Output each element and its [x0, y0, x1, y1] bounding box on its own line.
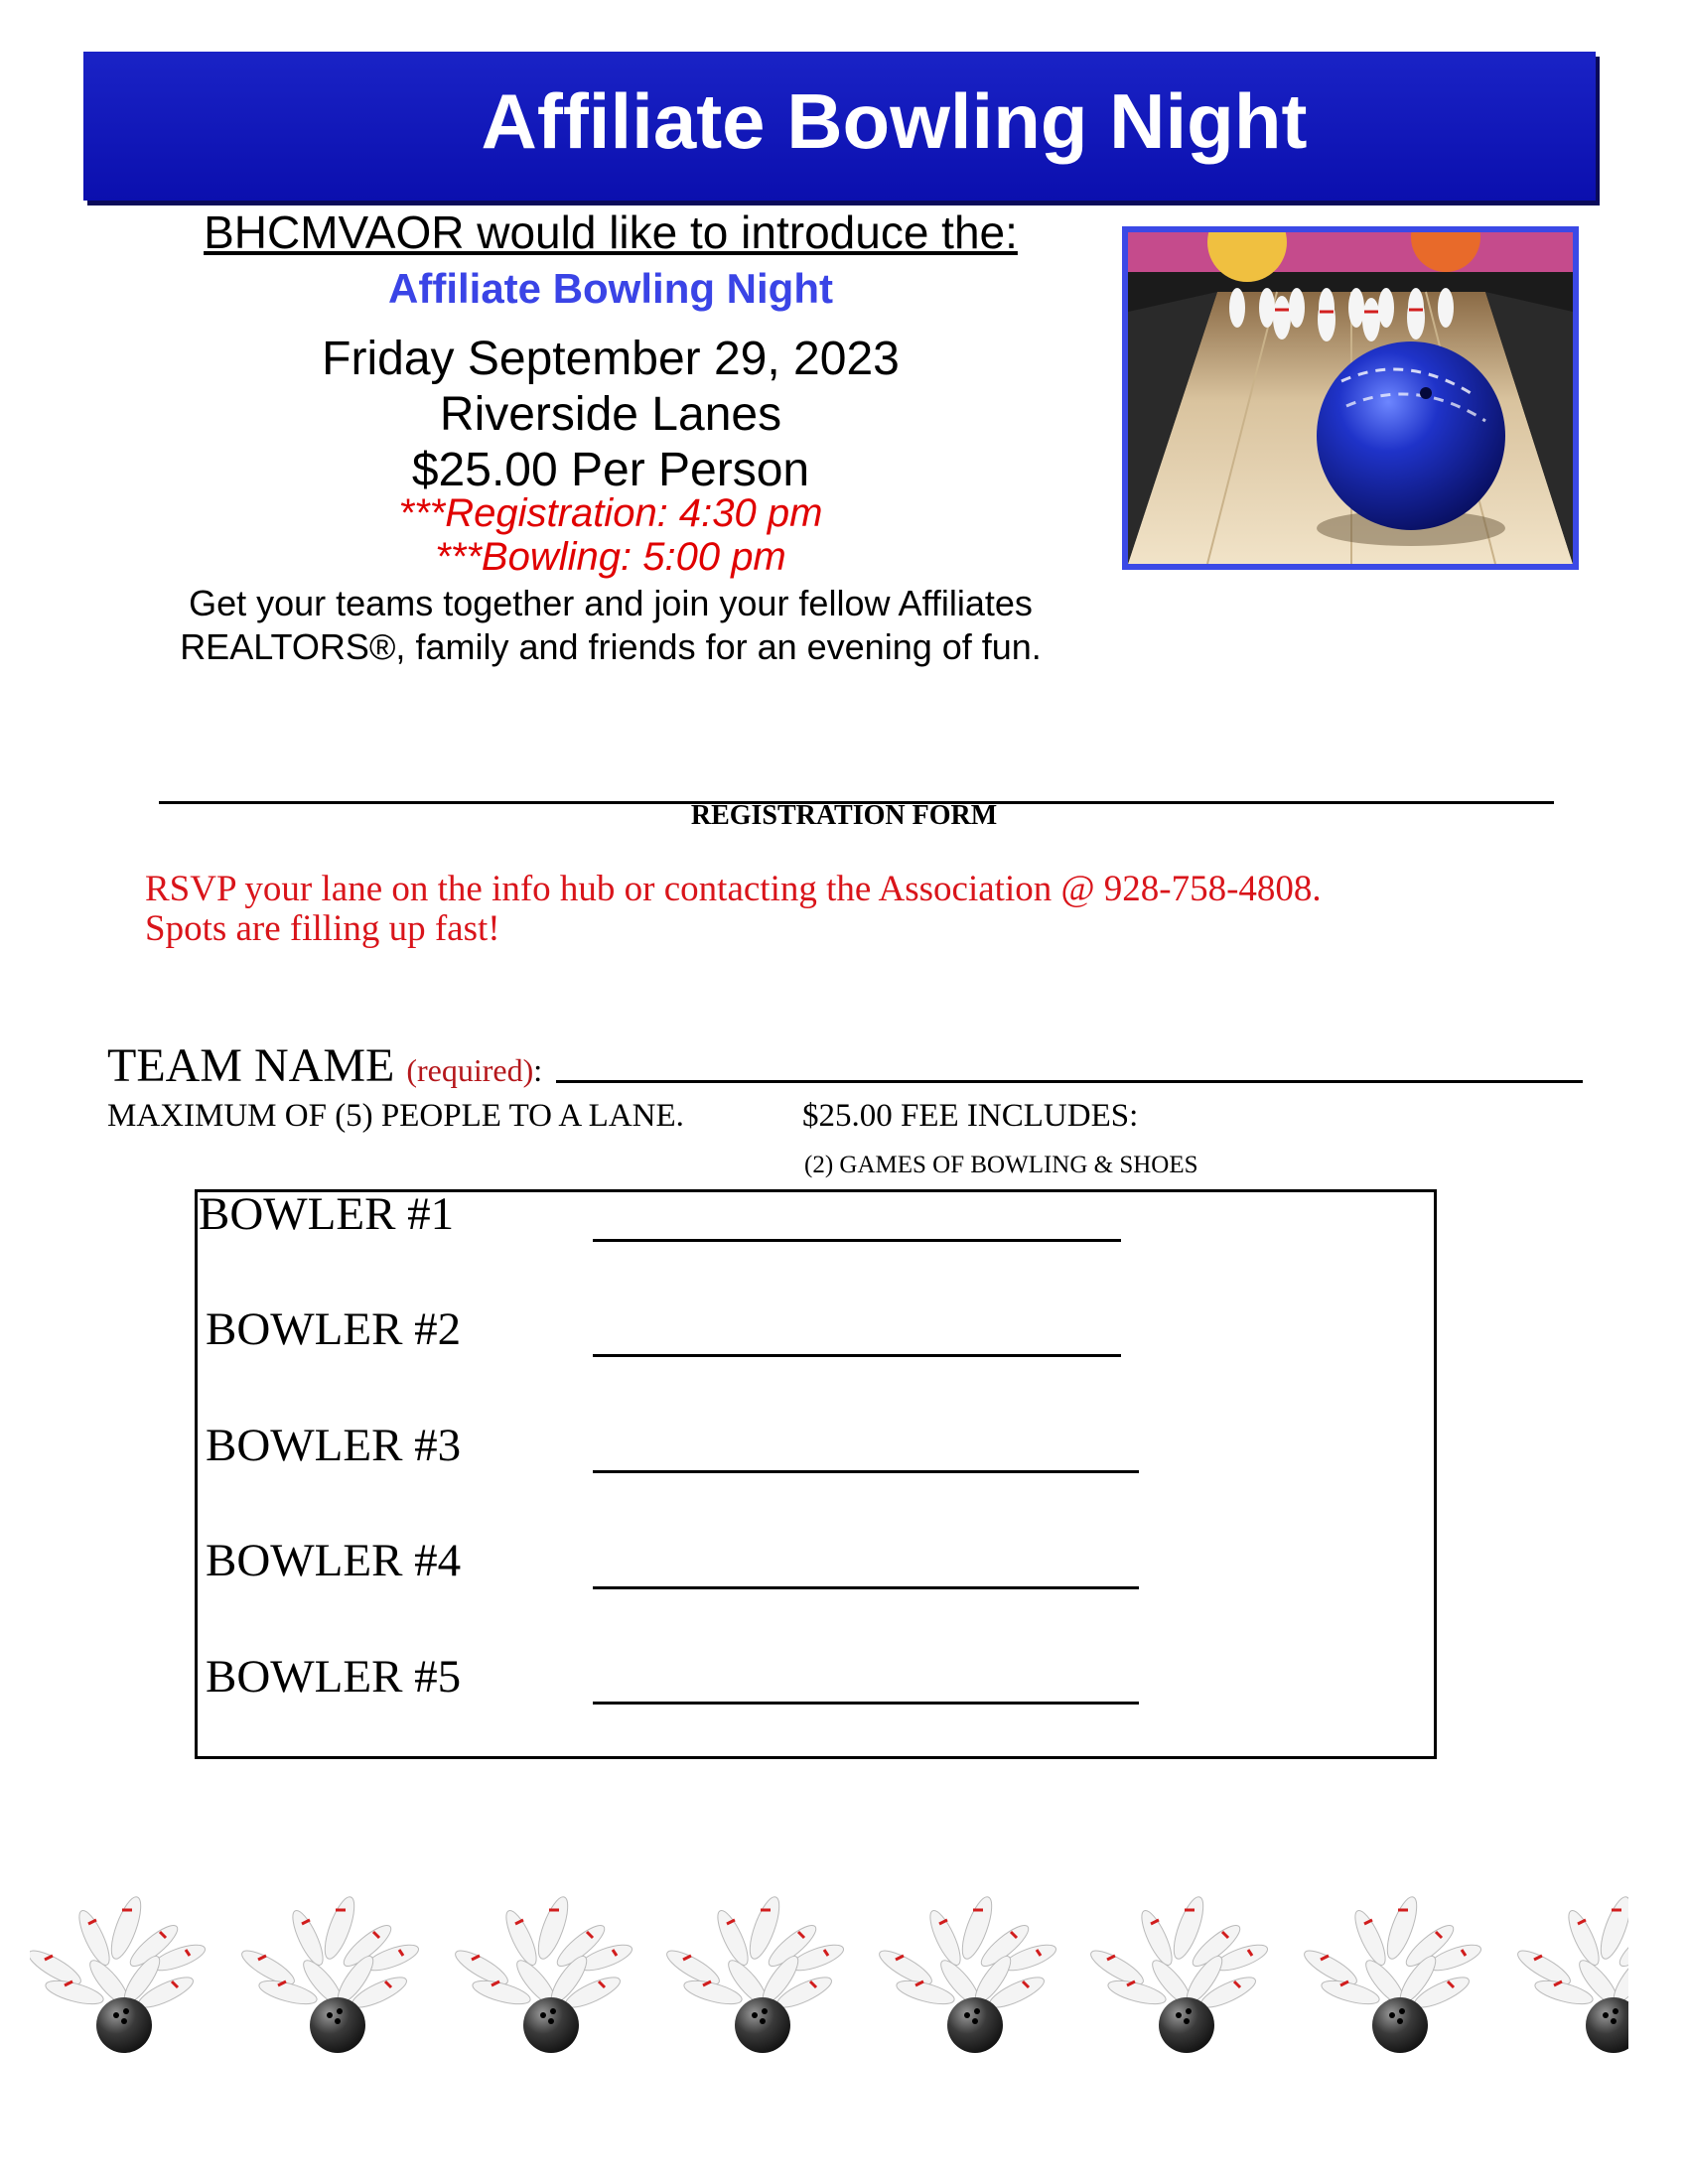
- banner-title: Affiliate Bowling Night: [481, 77, 1308, 165]
- fee-detail: (2) GAMES OF BOWLING & SHOES: [804, 1152, 1198, 1178]
- bowler-5-label: BOWLER #5: [206, 1651, 462, 1703]
- bowler-4-label: BOWLER #4: [206, 1535, 462, 1586]
- bowling-ball-lane-icon: [1122, 226, 1579, 570]
- registration-time: ***Registration: 4:30 pm: [398, 491, 823, 535]
- event-description: Get your teams together and join your fellow Affiliates REALTORS®, family and friends for an evening of fun.: [180, 583, 1042, 667]
- bowler-4-field[interactable]: [593, 1586, 1139, 1589]
- bowler-3-label: BOWLER #3: [206, 1420, 462, 1471]
- fee-includes-heading: $25.00 FEE INCLUDES:: [802, 1098, 1139, 1134]
- rsvp-line-1: RSVP your lane on the info hub or contacting the Association @ 928-758-4808.: [145, 869, 1322, 909]
- title-banner: [83, 52, 1596, 201]
- lane-maximum-note: MAXIMUM OF (5) PEOPLE TO A LANE.: [107, 1098, 684, 1134]
- bowler-2-label: BOWLER #2: [206, 1303, 462, 1355]
- event-venue: Riverside Lanes: [439, 388, 782, 441]
- team-name-field[interactable]: [556, 1080, 1583, 1083]
- event-subheading: Affiliate Bowling Night: [388, 265, 833, 312]
- bowler-1-label: BOWLER #1: [199, 1188, 455, 1240]
- team-name-label: [107, 1038, 542, 1093]
- event-price: $25.00 Per Person: [411, 444, 810, 496]
- bowling-pins-border: [30, 1886, 1628, 2065]
- team-required-note: (required): [406, 1052, 534, 1088]
- intro-heading: BHCMVAOR would like to introduce the:: [204, 206, 1018, 258]
- event-date: Friday September 29, 2023: [322, 333, 900, 385]
- registration-form-title: REGISTRATION FORM: [690, 800, 998, 831]
- team-colon: :: [533, 1052, 543, 1088]
- bowler-1-field[interactable]: [593, 1239, 1121, 1242]
- rsvp-note: [145, 870, 1585, 949]
- bowler-5-field[interactable]: [593, 1702, 1139, 1705]
- bowler-3-field[interactable]: [593, 1470, 1139, 1473]
- rsvp-line-2: Spots are filling up fast!: [145, 908, 500, 949]
- bowler-2-field[interactable]: [593, 1354, 1121, 1357]
- bowling-time: ***Bowling: 5:00 pm: [435, 535, 786, 579]
- team-name-text: TEAM NAME: [107, 1039, 395, 1092]
